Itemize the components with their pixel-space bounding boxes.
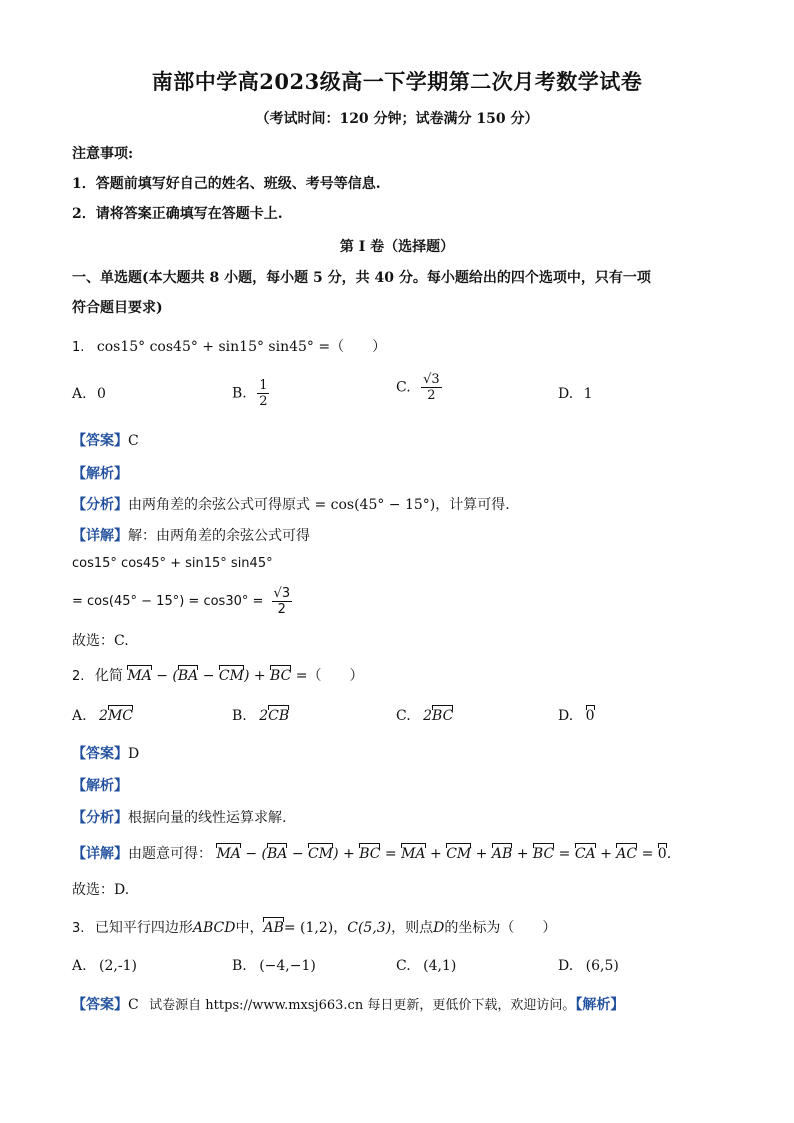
q2-option-d[interactable]: D. 0 — [558, 708, 595, 724]
section-heading-line-1: 一、单选题(本大题共 8 小题，每小题 5 分，共 40 分。每小题给出的四个选项中，只有一项 — [72, 270, 651, 286]
q1-step-1: cos15° cos45° + sin15° sin45° — [72, 556, 273, 571]
q2-derivation: MA − (BA − CM) + BC = MA + CM + AB + BC = CA + AC = 0. — [216, 846, 672, 862]
q1-answer: 【答案】C — [72, 433, 139, 449]
q2-conclusion: 故选：D. — [72, 882, 130, 898]
q3-stem: 3. 已知平行四边形ABCD中，AB= (1,2)，C(5,3)，则点D的坐标为（ ） — [72, 920, 557, 936]
q2-stem: 2. 化简 MA − (BA − CM) + BC =（ ） — [72, 668, 364, 684]
q1-stem — [72, 336, 386, 356]
q3-option-c[interactable]: C. (4,1) — [396, 958, 457, 974]
q1-fenxi: 【分析】由两角差的余弦公式可得原式 = cos(45° − 15°)，计算可得. — [72, 497, 510, 513]
q1-step-2: = cos(45° − 15°) = cos30° = $\frac{√3}{2}$ — [72, 586, 291, 617]
q1-option-b[interactable]: B. $\frac{1}{2}$ — [232, 378, 268, 409]
q1-option-c[interactable]: C. $\frac{√3}{2}$ — [396, 372, 440, 403]
notice-item-1: 1．答题前填写好自己的姓名、班级、考号等信息. — [72, 176, 381, 192]
q2-number: 2. — [72, 669, 85, 684]
section-heading-line-2: 符合题目要求) — [72, 300, 163, 316]
q3-answer: 【答案】C 试卷源自 https://www.mxsj663.cn 每日更新，更低价下载，欢迎访问。【解析】 — [72, 997, 625, 1013]
q1-option-a[interactable]: A. 0 — [72, 386, 106, 402]
q2-fenxi: 【分析】根据向量的线性运算求解. — [72, 810, 287, 826]
q2-option-a[interactable]: A. 2MC — [72, 708, 133, 724]
exam-title: 南部中学高2023级高一下学期第二次月考数学试卷 — [151, 69, 643, 94]
q2-expression: MA − (BA − CM) + BC — [127, 668, 292, 684]
q3-option-b[interactable]: B. (−4,−1) — [232, 958, 316, 974]
q1-expression: cos15° cos45° + sin15° sin45° =（ ） — [96, 339, 387, 355]
q3-analysis-tag: 【解析】 — [575, 997, 625, 1013]
q2-answer: 【答案】D — [72, 746, 140, 762]
q3-number: 3. — [72, 921, 85, 936]
q1-xiangjie: 【详解】解：由两角差的余弦公式可得 — [72, 528, 310, 544]
q2-analysis-tag: 【解析】 — [72, 778, 128, 794]
q1-number: 1. — [72, 340, 85, 355]
q2-option-c[interactable]: C. 2BC — [396, 708, 454, 724]
q1-option-d[interactable]: D. 1 — [558, 386, 593, 402]
q3-option-a[interactable]: A. (2,-1) — [72, 958, 137, 974]
q1-conclusion: 故选：C. — [72, 633, 129, 649]
notice-heading: 注意事项: — [72, 146, 134, 162]
q1-analysis-tag: 【解析】 — [72, 466, 128, 482]
source-footer-note: 试卷源自 https://www.mxsj663.cn 每日更新，更低价下载，欢迎访问。 — [149, 998, 576, 1013]
q3-option-d[interactable]: D. (6,5) — [558, 958, 619, 974]
notice-item-2: 2．请将答案正确填写在答题卡上. — [72, 206, 283, 222]
q2-xiangjie: 【详解】由题意可得： MA − (BA − CM) + BC = MA + CM + AB + BC = CA + AC = 0. — [72, 846, 672, 862]
q2-option-b[interactable]: B. 2CB — [232, 708, 290, 724]
part-title: 第 I 卷（选择题） — [339, 239, 455, 255]
exam-subtitle: （考试时间：120 分钟；试卷满分 150 分） — [255, 111, 539, 127]
